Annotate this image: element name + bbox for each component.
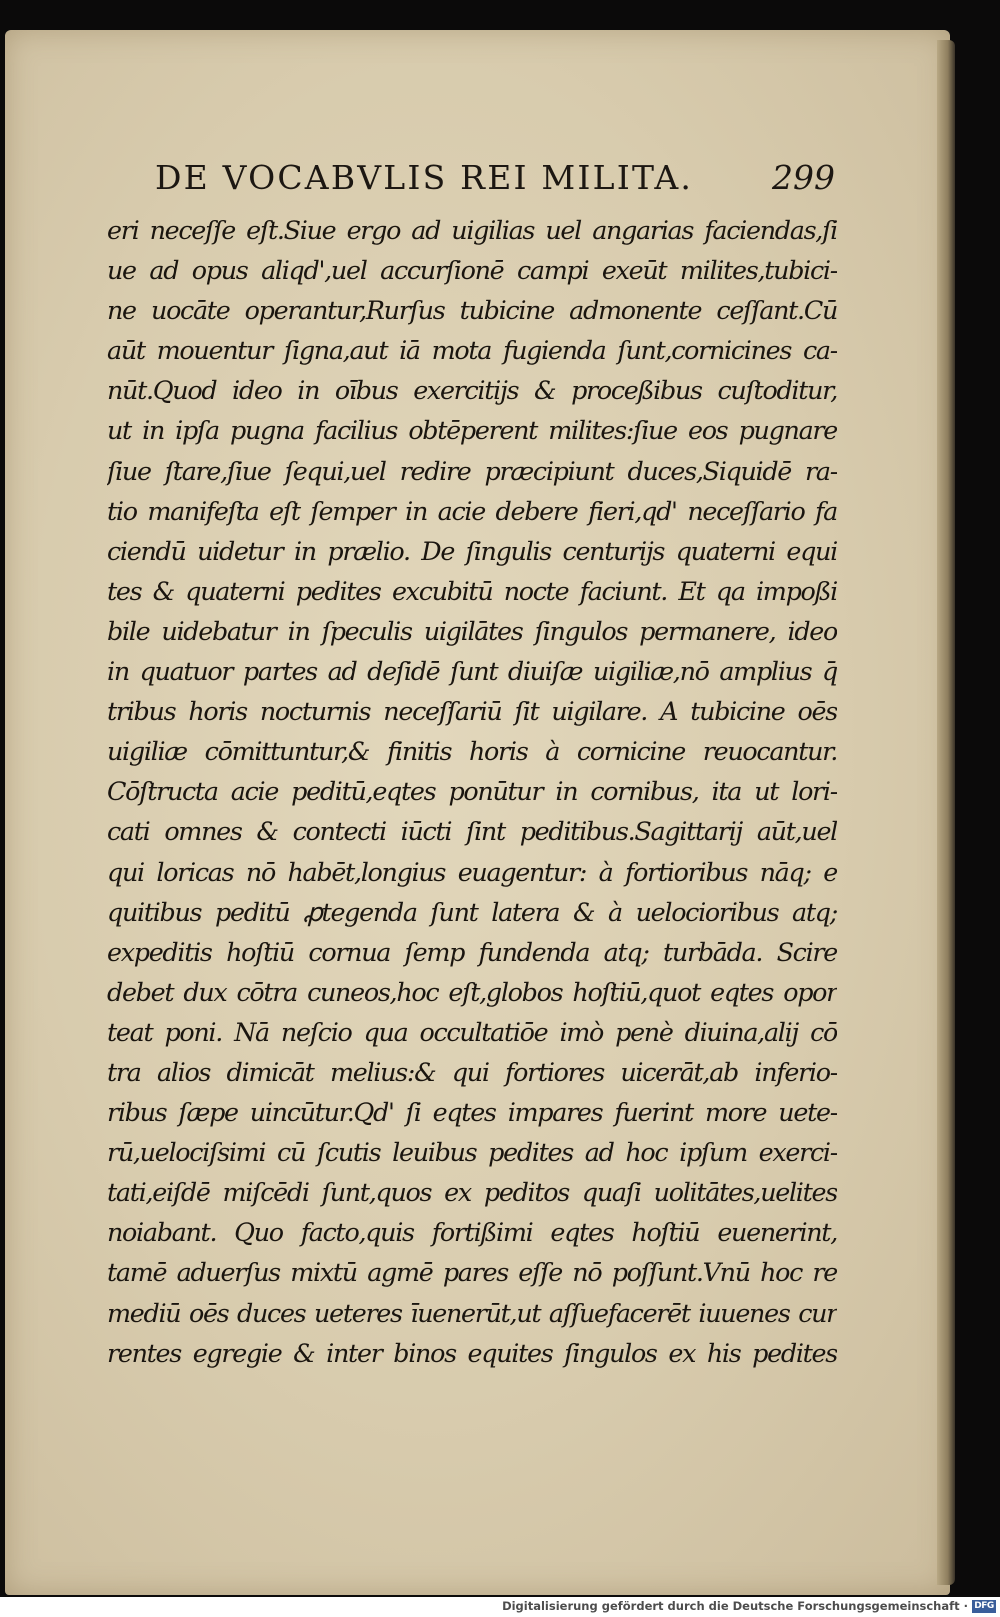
text-line: tamē aduerſus mixtū agmē pares eſſe nō poſſunt.Vnū hoc re (107, 1257, 837, 1288)
page-edge (937, 40, 955, 1585)
text-line: eri neceſſe eſt.Siue ergo ad uigilias uel angarias faciendas,ſi (107, 215, 837, 245)
text-line: ribus ſæpe uincūtur.Qd' ſi eqtes impares fuerint more uete- (107, 1097, 837, 1128)
text-line: tra alios dimicāt melius:& qui fortiores uicerāt,ab inferio- (107, 1056, 837, 1087)
text-line: tati,eiſdē miſcēdi ſunt,quos ex peditos quaſi uolitātes,uelites (107, 1177, 837, 1208)
text-line: mediū oēs duces ueteres īuenerūt,ut aſſuefacerēt iuuenes cur (107, 1297, 837, 1328)
text-line: debet dux cōtra cuneos,hoc eſt,globos hoſtiū,quot eqtes opor (107, 976, 837, 1007)
text-line: quitibus peditū ꝓtegenda ſunt latera & à uelocioribus atq; (107, 896, 837, 927)
text-line: teat poni. Nā neſcio qua occultatiōe imò penè diuina,alij cō (107, 1016, 837, 1047)
text-line: rū,uelociſsimi cū ſcutis leuibus pedites ad hoc ipſum exerci- (107, 1137, 837, 1168)
text-line: uigiliæ cōmittuntur,& finitis horis à cornicine reuocantur. (107, 736, 837, 767)
text-line: bile uidebatur in ſpeculis uigilātes ſingulos permanere, ideo (107, 615, 837, 646)
text-line: expeditis hoſtiū cornua ſemp fundenda atq; turbāda. Scire (107, 936, 837, 967)
text-line: tribus horis nocturnis neceſſariū ſit uigilare. A tubicine oēs (107, 696, 837, 727)
running-head-title: DE VOCABVLIS REI MILITA. (155, 158, 694, 197)
text-line: ciendū uidetur in prælio. De ſingulis centurijs quaterni equi (107, 535, 837, 566)
text-line: in quatuor partes ad deſidē ſunt diuiſæ uigiliæ,nō amplius q̄ (107, 656, 837, 687)
text-line: qui loricas nō habēt,longius euagentur: à fortioribus nāq; e (107, 856, 837, 887)
text-line: tes & quaterni pedites excubitū nocte faciunt. Et qa impoßi (107, 575, 837, 606)
text-line: tio manifeſta eſt ſemper in acie debere fieri,qd' neceſſario fa (107, 495, 837, 526)
running-head (155, 158, 835, 208)
footer-credit: Digitalisierung gefördert durch die Deutsche Forschungsgemeinschaft · (502, 1599, 968, 1613)
text-line: aūt mouentur ſigna,aut iā mota fugienda ſunt,cornicines ca- (107, 335, 837, 366)
text-line: ut in ipſa pugna facilius obtēperent milites:ſiue eos pugnare (107, 415, 837, 446)
text-line: ſiue ſtare,ſiue ſequi,uel redire præcipiunt duces,Siquidē ra- (107, 455, 837, 486)
text-line: noiabant. Quo facto,quis fortißimi eqtes hoſtiū euenerint, (107, 1217, 837, 1248)
book-page (5, 30, 950, 1595)
footer-bar (0, 1597, 1000, 1617)
text-line: cati omnes & contecti iūcti ſint peditibus.Sagittarij aūt,uel (107, 816, 837, 847)
text-line: Cōſtructa acie peditū,eqtes ponūtur in cornibus, ita ut lori- (107, 776, 837, 807)
dfg-logo: DFG (972, 1600, 996, 1613)
text-line: rentes egregie & inter binos equites ſingulos ex his pedites (107, 1337, 837, 1368)
text-block (107, 210, 837, 1410)
text-line: ue ad opus aliqd',uel accurſionē campi exeūt milites,tubici- (107, 255, 837, 286)
text-line: nūt.Quod ideo in oībus exercitijs & proceßibus cuſtoditur, (107, 375, 837, 406)
page-number: 299 (772, 158, 835, 197)
text-line: ne uocāte operantur,Rurſus tubicine admonente ceſſant.Cū (107, 295, 837, 326)
